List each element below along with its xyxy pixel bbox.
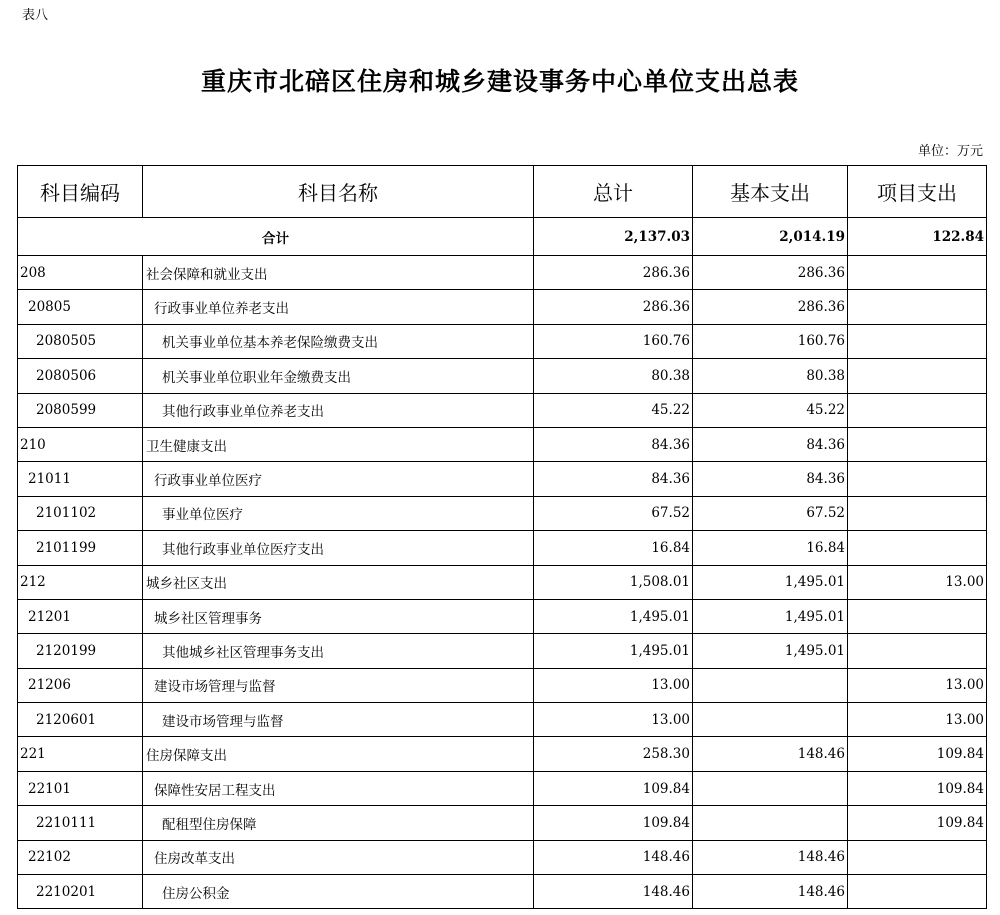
cell-project — [848, 634, 987, 668]
cell-name: 机关事业单位基本养老保险缴费支出 — [143, 324, 534, 358]
cell-basic — [693, 703, 848, 737]
cell-name: 卫生健康支出 — [143, 427, 534, 461]
header-total: 总计 — [534, 166, 693, 218]
cell-basic: 160.76 — [693, 324, 848, 358]
table-row — [18, 359, 987, 393]
cell-total: 45.22 — [534, 393, 693, 427]
table-row — [18, 256, 987, 290]
cell-name: 住房公积金 — [143, 875, 534, 909]
table-row — [18, 462, 987, 496]
table-row — [18, 496, 987, 530]
unit-label: 单位：万元 — [917, 144, 983, 159]
cell-basic: 1,495.01 — [693, 565, 848, 599]
cell-basic — [693, 771, 848, 805]
cell-name: 事业单位医疗 — [143, 496, 534, 530]
cell-code: 212 — [18, 565, 143, 599]
cell-name: 城乡社区管理事务 — [143, 599, 534, 633]
cell-name: 其他行政事业单位养老支出 — [143, 393, 534, 427]
cell-name: 住房改革支出 — [143, 840, 534, 874]
cell-project — [848, 599, 987, 633]
cell-name: 其他城乡社区管理事务支出 — [143, 634, 534, 668]
summary-label: 合计 — [18, 218, 534, 256]
cell-project: 13.00 — [848, 703, 987, 737]
table-row — [18, 290, 987, 324]
cell-basic: 148.46 — [693, 737, 848, 771]
table-header-row — [18, 166, 987, 218]
summary-project: 122.84 — [848, 218, 987, 256]
cell-project: 13.00 — [848, 565, 987, 599]
cell-basic — [693, 806, 848, 840]
table-row — [18, 737, 987, 771]
cell-total: 286.36 — [534, 290, 693, 324]
cell-basic: 286.36 — [693, 256, 848, 290]
cell-project — [848, 359, 987, 393]
cell-code: 2210201 — [18, 875, 143, 909]
table-row — [18, 875, 987, 909]
cell-total: 109.84 — [534, 806, 693, 840]
table-row — [18, 531, 987, 565]
cell-project — [848, 256, 987, 290]
cell-code: 210 — [18, 427, 143, 461]
table-row — [18, 393, 987, 427]
cell-total: 1,495.01 — [534, 634, 693, 668]
table-row — [18, 668, 987, 702]
cell-basic: 148.46 — [693, 840, 848, 874]
cell-project — [848, 324, 987, 358]
cell-project — [848, 875, 987, 909]
cell-project — [848, 427, 987, 461]
cell-code: 208 — [18, 256, 143, 290]
cell-basic — [693, 668, 848, 702]
cell-basic: 286.36 — [693, 290, 848, 324]
header-project: 项目支出 — [848, 166, 987, 218]
cell-name: 建设市场管理与监督 — [143, 703, 534, 737]
cell-total: 1,495.01 — [534, 599, 693, 633]
cell-code: 221 — [18, 737, 143, 771]
table-row — [18, 599, 987, 633]
summary-basic: 2,014.19 — [693, 218, 848, 256]
cell-basic: 67.52 — [693, 496, 848, 530]
cell-code: 2101102 — [18, 496, 143, 530]
cell-name: 行政事业单位医疗 — [143, 462, 534, 496]
cell-total: 13.00 — [534, 668, 693, 702]
cell-total: 1,508.01 — [534, 565, 693, 599]
cell-project: 109.84 — [848, 806, 987, 840]
cell-project — [848, 496, 987, 530]
cell-name: 机关事业单位职业年金缴费支出 — [143, 359, 534, 393]
page-title: 重庆市北碚区住房和城乡建设事务中心单位支出总表 — [200, 67, 799, 96]
cell-total: 286.36 — [534, 256, 693, 290]
table-row — [18, 703, 987, 737]
cell-code: 20805 — [18, 290, 143, 324]
document-label: 表八 — [22, 8, 49, 23]
cell-total: 16.84 — [534, 531, 693, 565]
table-row — [18, 565, 987, 599]
cell-total: 84.36 — [534, 462, 693, 496]
cell-total: 148.46 — [534, 840, 693, 874]
cell-total: 13.00 — [534, 703, 693, 737]
cell-code: 22101 — [18, 771, 143, 805]
cell-basic: 80.38 — [693, 359, 848, 393]
cell-basic: 45.22 — [693, 393, 848, 427]
cell-project: 109.84 — [848, 771, 987, 805]
cell-name: 城乡社区支出 — [143, 565, 534, 599]
cell-project — [848, 462, 987, 496]
cell-total: 109.84 — [534, 771, 693, 805]
expenditure-table — [17, 165, 987, 909]
cell-basic: 148.46 — [693, 875, 848, 909]
cell-project — [848, 290, 987, 324]
cell-basic: 84.36 — [693, 427, 848, 461]
cell-basic: 84.36 — [693, 462, 848, 496]
cell-code: 2080505 — [18, 324, 143, 358]
cell-basic: 16.84 — [693, 531, 848, 565]
table-row — [18, 806, 987, 840]
table-row — [18, 771, 987, 805]
header-code: 科目编码 — [18, 166, 143, 218]
cell-name: 建设市场管理与监督 — [143, 668, 534, 702]
table-row — [18, 840, 987, 874]
cell-code: 21011 — [18, 462, 143, 496]
cell-total: 84.36 — [534, 427, 693, 461]
table-row — [18, 324, 987, 358]
header-name: 科目名称 — [143, 166, 534, 218]
cell-name: 住房保障支出 — [143, 737, 534, 771]
cell-name: 行政事业单位养老支出 — [143, 290, 534, 324]
summary-row — [18, 218, 987, 256]
cell-code: 2120199 — [18, 634, 143, 668]
table-row — [18, 427, 987, 461]
cell-project — [848, 840, 987, 874]
cell-total: 148.46 — [534, 875, 693, 909]
summary-total: 2,137.03 — [534, 218, 693, 256]
cell-project — [848, 393, 987, 427]
cell-code: 22102 — [18, 840, 143, 874]
cell-name: 保障性安居工程支出 — [143, 771, 534, 805]
cell-code: 2120601 — [18, 703, 143, 737]
table-row — [18, 634, 987, 668]
cell-basic: 1,495.01 — [693, 634, 848, 668]
cell-code: 2080506 — [18, 359, 143, 393]
header-basic: 基本支出 — [693, 166, 848, 218]
cell-code: 2210111 — [18, 806, 143, 840]
cell-project: 13.00 — [848, 668, 987, 702]
cell-total: 67.52 — [534, 496, 693, 530]
cell-total: 80.38 — [534, 359, 693, 393]
cell-code: 21206 — [18, 668, 143, 702]
cell-code: 2080599 — [18, 393, 143, 427]
cell-project — [848, 531, 987, 565]
cell-name: 社会保障和就业支出 — [143, 256, 534, 290]
cell-total: 258.30 — [534, 737, 693, 771]
cell-total: 160.76 — [534, 324, 693, 358]
cell-code: 2101199 — [18, 531, 143, 565]
cell-project: 109.84 — [848, 737, 987, 771]
cell-code: 21201 — [18, 599, 143, 633]
cell-name: 配租型住房保障 — [143, 806, 534, 840]
cell-name: 其他行政事业单位医疗支出 — [143, 531, 534, 565]
cell-basic: 1,495.01 — [693, 599, 848, 633]
